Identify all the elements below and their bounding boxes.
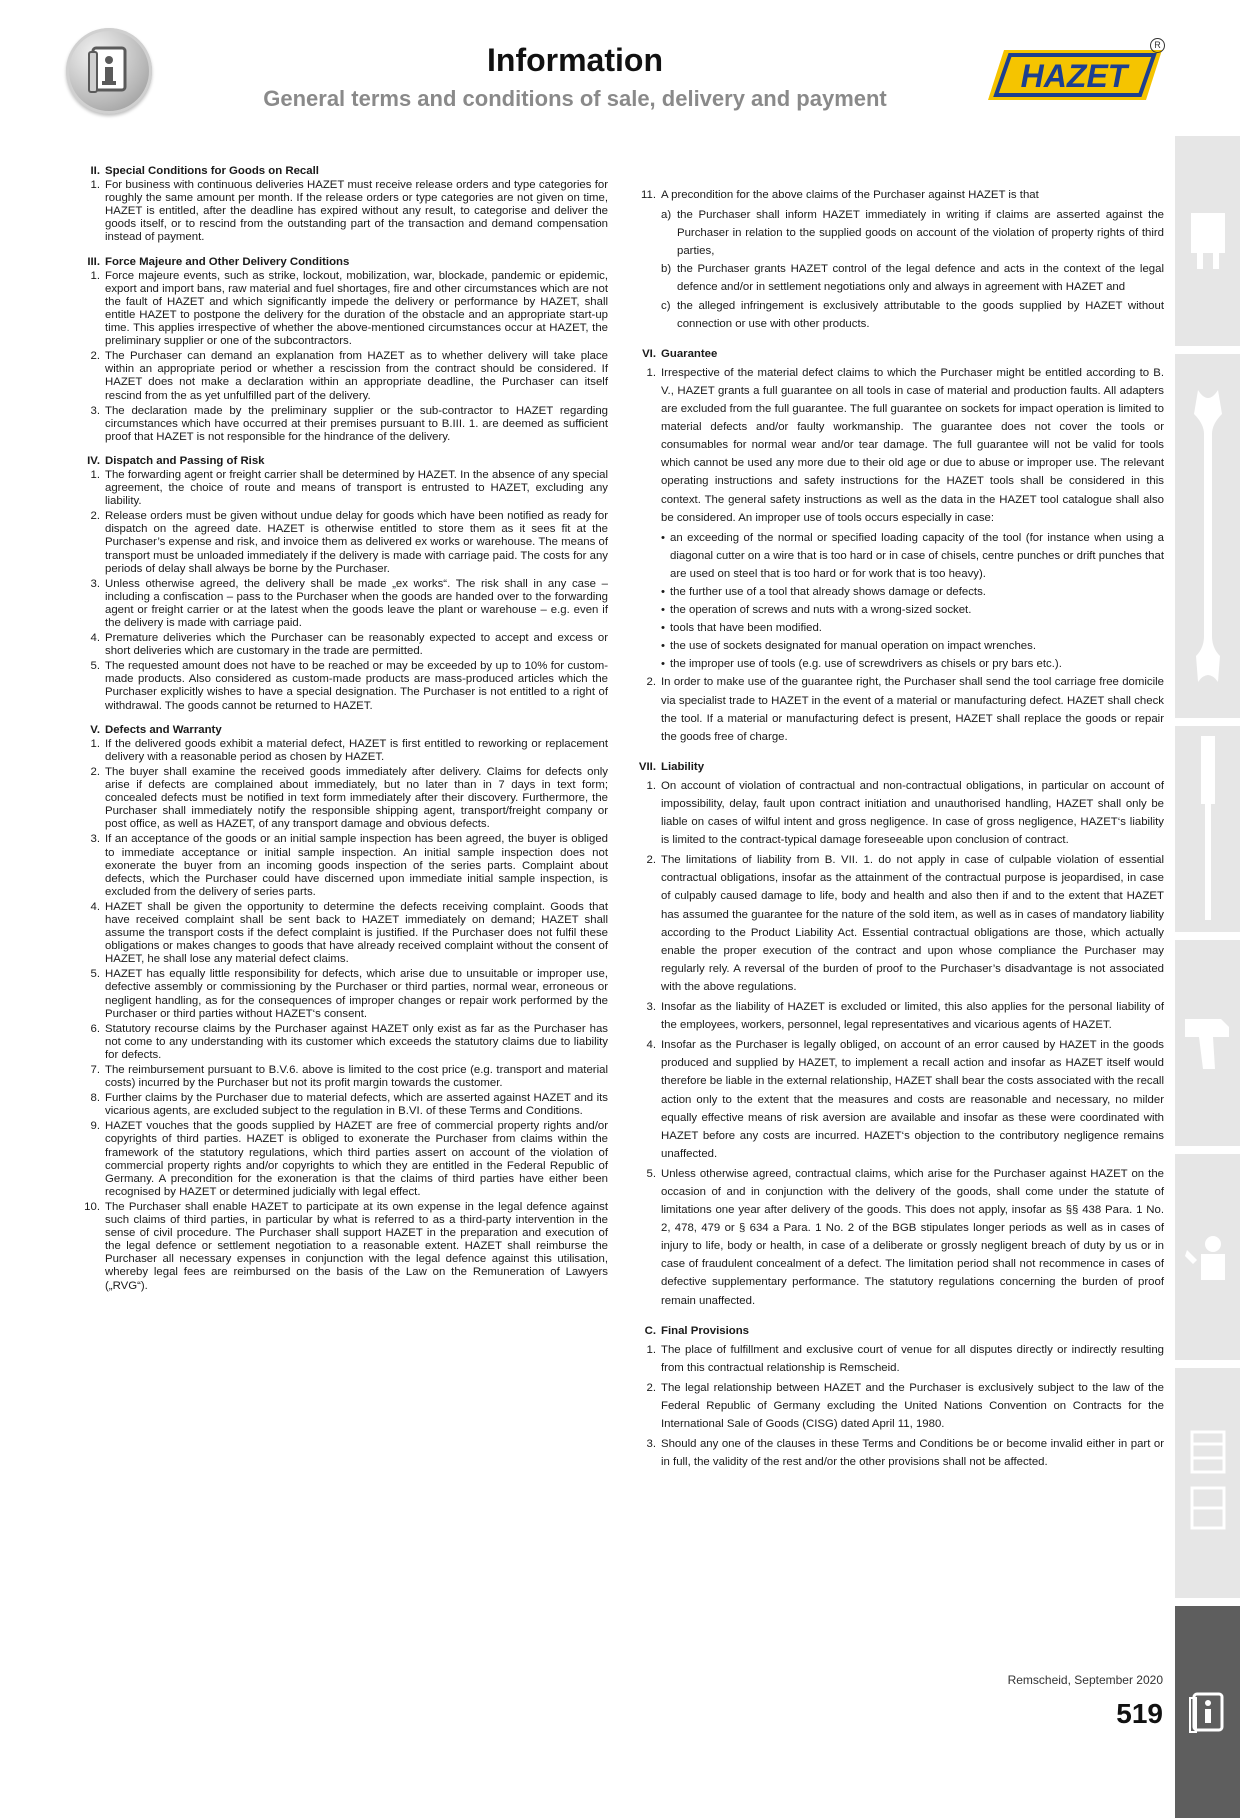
list-item: 3. The declaration made by the preliminary supplier or the sub-contractor to HAZET regarding circumstances which have occurred at their premises pursuant to B.III. 1. are deemed as sufficient proof that HAZET is not responsible for the hindrance of the delivery. [90, 404, 608, 443]
section-heading: II. Special Conditions for Goods on Recall [90, 165, 319, 177]
sub-item: b) the Purchaser grants HAZET control of the legal defence and acts in the context of the legal defence and/or in settlement negotiations only and always in agreement with HAZET and [661, 263, 1164, 294]
section-heading: C. Final Provisions [644, 1324, 749, 1337]
impact-wrench-icon [1183, 1013, 1233, 1073]
list-item: 5. Unless otherwise agreed, contractual claims, which arise for the Purchaser against HAZET on the occasion of and in conjunction with the delivery of the goods, shall come under the statute of limitations one year after delivery of the goods. This does not apply, insofar as §§ 438 Para. 1 No. 2, 478, 479 or § 634 a Para. 1 No. 2 of the BGB stipulates longer periods as well as in cases of injury to life, body or health, in case of a deliberate or grossly negligent breach of duty by us or in case of fraudulent concealment of a defect. The limitation period shall not recommence in cases of defective supplementary performance. The statutory regulations concerning the burden of proof remain unaffected. [646, 1167, 1164, 1307]
wrench-icon [1188, 386, 1228, 686]
list-item: 6. Statutory recourse claims by the Purchaser against HAZET only exist as far as the Purchaser has not come to any understanding with its customer which exceeds the statutory claims due to liability for defects. [90, 1022, 608, 1061]
place-date: Remscheid, September 2020 [1007, 1673, 1163, 1687]
list-item: 1. Irrespective of the material defect claims to which the Purchaser might be entitled according to B. V., HAZET grants a full guarantee on all tools in case of material and production faults. All adapters are excluded from the full guarantee. The full guarantee on sockets for impact operation is limited to material defects and/or faulty workmanship. The guarantee does not cover the tools or consumables for normal wear and/or tear damage. The full guarantee will not be valid for tools which cannot be used any more due to their old age or due to abuse or improper use. The relevant operating instructions and safety instructions for the HAZET tools shall be considered in this context. The general safety instructions as well as the data in the HAZET tool catalogue shall also be considered. An improper use of tools occurs especially in case: [646, 366, 1164, 524]
tab-information[interactable] [1175, 1606, 1240, 1818]
list-item: 11. A precondition for the above claims of the Purchaser against HAZET is that [641, 189, 1039, 201]
screwdriver-icon [1193, 734, 1223, 924]
list-item: 1. The place of fulfillment and exclusive court of venue for all disputes directly or indirectly resulting from this contractual relationship is Remscheid. [646, 1343, 1164, 1374]
section-heading: VI. Guarantee [642, 347, 718, 360]
list-item: 4. Premature deliveries which the Purchaser can be reasonably expected to accept and excess or short deliveries which are customary in the trade are permitted. [90, 632, 608, 658]
list-item: 4. HAZET shall be given the opportunity to determine the defects receiving complaint. Goods that have received complaint shall be sent back to HAZET immediately on demand; HAZET shall assume the transport costs if the defect complaint is justified. If the Purchaser does not fulfil these obligations or makes changes to goods that have already received complaint without the consent of HAZET, he shall lose any material defect claims. [90, 900, 608, 966]
list-item: 7. The reimbursement pursuant to B.V.6. above is limited to the cost price (e.g. transport and material costs) incurred by the Purchaser but not its profit margin towards the customer. [90, 1064, 608, 1090]
list-item: 4. Insofar as the Purchaser is legally obliged, on account of an error caused by HAZET in the goods produced and supplied by HAZET, to implement a recall action and insofar as HAZET itself would therefore be liable in the external relationship, HAZET shall bear the costs associated with the recall action only to the extent that the measures and costs are reasonable and necessary, no milder equally effective means of risk aversion are available and insofar as these were coordinated with HAZET before any costs are incurred. HAZET‘s objection to the contributory negligence remains unaffected. [646, 1039, 1164, 1160]
list-item: 1. If the delivered goods exhibit a material defect, HAZET is first entitled to reworking or replacement delivery with a reasonable period as chosen by HAZET. [90, 737, 608, 763]
tab-impact-wrenches[interactable] [1175, 940, 1240, 1146]
page-subtitle: General terms and conditions of sale, delivery and payment [263, 86, 887, 111]
logo-text: HAZET [1020, 58, 1128, 94]
tab-trolleys[interactable] [1175, 1368, 1240, 1598]
list-item: 2. Release orders must be given without undue delay for goods which have been notified as ready for dispatch on the agreed date. HAZET is otherwise entitled to store them as it sees fit at the Purchaser’s expense and risk, and invoice them as delivered ex works or warehouse. The means of transport must be unloaded immediately if the delivery is made with carriage paid. The costs for any periods of delay shall always be borne by the Purchaser. [90, 510, 608, 575]
page-number: 519 [1116, 1698, 1163, 1729]
list-item: 2. The limitations of liability from B. VII. 1. do not apply in case of culpable violation of essential contractual obligations, insofar as the attainment of the contractual purpose is jeopardised, in case of culpably caused damage to life, body and health and also then if and to the extent that HAZET has assumed the guarantee for the nature of the sold item, as well as in cases of mandatory liability according to the Product Liability Act. Essential contractual obligations are those, which actually enable the proper execution of the contract and upon whose compliance the Purchaser may regularly rely. A reversal of the burden of proof to the Purchaser’s disadvantage is not associated with the above regulations. [646, 854, 1164, 993]
list-item: 3. Should any one of the clauses in these Terms and Conditions be or become invalid either in part or in full, the validity of the rest and/or the other provisions shall not be affected. [646, 1438, 1164, 1469]
section-heading: IV. Dispatch and Passing of Risk [87, 454, 265, 467]
list-item: 3. If an acceptance of the goods or an initial sample inspection has been agreed, the buyer is obliged to immediate acceptance or initial sample inspection. An initial sample inspection does not exonerate the buyer from an incoming goods inspection of the series parts. Complaint about defects, which the Purchaser could have discerned upon immediate initial sample inspection, is excluded from the delivery of series parts. [90, 833, 608, 898]
list-item: 2. The buyer shall examine the received goods immediately after delivery. Claims for defects only arise if defects are complained about immediately, but no later than in 7 days in text form; concealed defects must be notified in text form immediately after their discovery. Furthermore, the Purchaser shall immediately notify the responsible shipping agent, transport/freight company or post office, as well as HAZET, of any transport damage and obvious defects. [90, 765, 608, 831]
hazet-logo [988, 44, 1162, 106]
list-item: 1. On account of violation of contractual and non-contractual obligations, in particular on account of impossibility, delay, fault upon contract initiation and unauthorised handling, HAZET shall only be liable on cases of wilful intent and gross negligence. In case of gross negligence, HAZET‘s liability is limited to the contract-typical damage foreseeable upon conclusion of contract. [646, 779, 1164, 847]
bullet-item: • tools that have been modified. [661, 622, 822, 635]
tab-sockets[interactable] [1175, 136, 1240, 346]
list-item: 3. Unless otherwise agreed, the delivery shall be made „ex works“. The risk shall in any case – including a confiscation – pass to the Purchaser when the goods are handed over to the forwarding agent or freight carrier or at the latest when the goods leave the plant or warehouse – e.g. even if the delivery is made with carriage paid. [90, 577, 608, 629]
section-heading: V. Defects and Warranty [90, 723, 222, 736]
left-column [72, 165, 608, 1295]
list-item: 5. HAZET has equally little responsibility for defects, which arise due to unsuitable or improper use, defective assembly or commissioning by the Purchaser or third parties, normal wear, erroneous or negligent handling, as for the consequences of improper changes or repair work performed by the Purchaser or third parties without HAZET‘s consent. [90, 968, 608, 1020]
sub-item: a) the Purchaser shall inform HAZET immediately in writing if claims are asserted against the Purchaser in relation to the supplied goods on account of the violation of property rights of third parties, [661, 209, 1164, 258]
bullet-item: • the operation of screws and nuts with a wrong-sized socket. [661, 604, 972, 617]
list-item: 1. For business with continuous deliveries HAZET must receive release orders and type categories for roughly the same amount per month. If the release orders or type categories are not given on time, HAZET is entitled, after the deadline has expired without any result, to categorise and deliver the goods itself, or to rescind from the outstanding part of the transaction and demand compensation instead of payment. [90, 179, 608, 244]
socket-icon [1185, 211, 1231, 271]
list-item: 2. The legal relationship between HAZET and the Purchaser is exclusively subject to the law of the Federal Republic of Germany excluding the United Nations Convention on Contracts for the International Sale of Goods (CISG) dated April 11, 1980. [646, 1381, 1164, 1431]
list-item: 10. The Purchaser shall enable HAZET to participate at its own expense in the legal defence against such claims of third parties, in particular by what is referred to as a third-party intervention in the sense of civil procedure. The Purchaser shall support HAZET in the preparation and execution of the legal defence or settlement negotiation to a reasonable extent. HAZET shall reimburse the Purchaser all necessary expenses in conjunction with the legal defence against this utilisation, whereby legal fees are reimbursed on the basis of the Law on the Remuneration of Lawyers („RVG“). [84, 1200, 608, 1292]
list-item: 9. HAZET vouches that the goods supplied by HAZET are free of commercial property rights and/or copyrights of third parties. HAZET is obliged to exonerate the Purchaser from claims within the framework of the statutory regulations, which third parties assert on account of the violation of commercial property rights and/or copyrights to which they are entitled in the Federal Republic of Germany. A precondition for the exoneration is that the claims of third parties have either been recognised by HAZET or determined judicially with legal effect. [90, 1120, 608, 1198]
tab-workshop[interactable] [1175, 1154, 1240, 1360]
list-item: 5. The requested amount does not have to be reached or may be exceeded by up to 10% for custom-made products. Also considered as custom-made products are mass-produced articles which the Purchaser explicitly wishes to have a special designation. The Purchaser is not entitled to a right of withdrawal. The goods cannot be returned to HAZET. [90, 660, 608, 712]
chapter-tabs [1175, 136, 1240, 1682]
registered-mark-icon: R [1150, 38, 1165, 53]
tool-trolley-icon [1188, 1428, 1228, 1538]
bullet-item: • the use of sockets designated for manual operation on impact wrenches. [661, 640, 1036, 653]
tab-screwdrivers[interactable] [1175, 726, 1240, 932]
list-item: 1. Force majeure events, such as strike, lockout, mobilization, war, blockade, pandemic or epidemic, export and import bans, raw material and fuel shortages, fire and other circumstances which are not the fault of HAZET and which significantly impede the delivery or performance by HAZET, shall entitle HAZET to postpone the delivery for the duration of the obstacle and an appropriate start-up time. This applies irrespective of whether the above-mentioned circumstances occur at HAZET, the preliminary supplier or one of the subcontractors. [90, 269, 608, 348]
section-heading: VII. Liability [638, 760, 705, 773]
list-item: 3. Insofar as the liability of HAZET is excluded or limited, this also applies for the personal liability of the employees, workers, personnel, legal representatives and vicarious agents of HAZET. [646, 1001, 1164, 1032]
list-item: 1. The forwarding agent or freight carrier shall be determined by HAZET. In the absence of any special agreement, the choice of route and means of transport is entrusted to HAZET, excluding any liability. [90, 468, 608, 508]
bullet-item: • the further use of a tool that already shows damage or defects. [661, 585, 986, 598]
list-item: 2. The Purchaser can demand an explanation from HAZET as to whether delivery will take place within an appropriate period or whether a rescission from the contract should be considered. If HAZET does not make a declaration within an appropriate deadline, the Purchaser can itself rescind from the as yet unfulfilled part of the delivery. [90, 350, 608, 402]
page-title: Information [487, 42, 663, 78]
list-item: 8. Further claims by the Purchaser due to material defects, which are asserted against HAZET and its vicarious agents, are excluded subject to the regulation in B.VI. of these Terms and Conditions. [90, 1092, 608, 1118]
list-item: 2. In order to make use of the guarantee right, the Purchaser shall send the tool carriage free domicile via specialist trade to HAZET in the event of a material or manufacturing defect. HAZET shall check the tool. If a material or manufacturing defect is present, HAZET shall replace the goods or repair the goods free of charge. [646, 676, 1164, 743]
right-column [628, 186, 1164, 1473]
bullet-item: • the improper use of tools (e.g. use of screwdrivers as chisels or pry bars etc.). [661, 658, 1062, 671]
section-heading: III. Force Majeure and Other Delivery Conditions [87, 255, 350, 268]
tab-wrenches[interactable] [1175, 354, 1240, 718]
bullet-item: • an exceeding of the normal or specified loading capacity of the tool (for instance when using a diagonal cutter on a wire that is too hard or in case of chisels, centre punches or drift punches that are used on steel that is too hard or for work that is too heavy). [661, 531, 1164, 580]
mechanic-icon [1183, 1232, 1233, 1282]
sub-item: c) the alleged infringement is exclusively attributable to the goods supplied by HAZET without connection or use with other products. [661, 299, 1164, 330]
info-book-icon [1186, 1690, 1230, 1734]
